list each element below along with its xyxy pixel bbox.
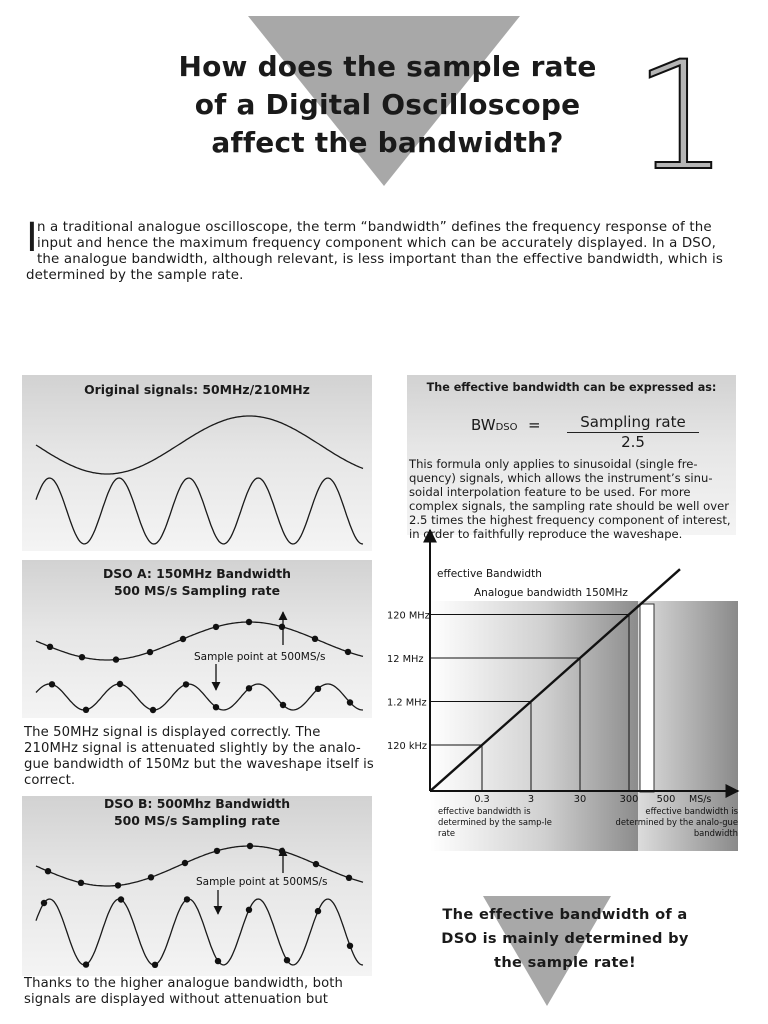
formula-heading: The effective bandwidth can be expressed as: (426, 381, 717, 394)
sample-point-a-high-4 (183, 681, 189, 687)
sample-point-a-low-8 (312, 636, 318, 642)
formula-lhs-subscript: DSO (495, 422, 518, 433)
chart-x-tick-label-2: 30 (573, 794, 587, 805)
chart-analogue-note-wrap (598, 806, 738, 846)
sample-point-a-high-9 (347, 699, 353, 705)
conclusion-line-2: DSO is mainly determined by (441, 930, 689, 947)
conclusion-line-1: The effective bandwidth of a (442, 906, 688, 923)
chart-x-tick-label-1: 3 (527, 794, 535, 805)
chapter-number-text: 1 (633, 30, 729, 204)
chart-y-axis-label: effective Bandwidth (437, 568, 542, 580)
dso-b-title-line-2: 500 MS/s Sampling rate (113, 813, 280, 828)
chart-analogue-bandwidth-label: Analogue bandwidth 150MHz (474, 587, 628, 599)
chart-y-tick-label-3: 120 MHz (387, 610, 430, 622)
sample-point-a-low-0 (47, 644, 53, 650)
sample-point-b-low-6 (247, 843, 253, 849)
page-title-line-3: affect the bandwidth? (211, 126, 564, 159)
sample-point-b-high-6 (246, 907, 252, 913)
formula-numerator: Sampling rate (580, 413, 686, 431)
formula-lhs-main: BW (471, 416, 496, 434)
conclusion-line-3: the sample rate! (494, 954, 636, 971)
conclusion (430, 903, 700, 975)
formula-note: This formula only applies to sinusoidal (single fre-quency) signals, which allows the instrument’s sinu-soidal interpolation feature to be used. For more complex signals, the sampling rate should be well over 2.5 times the highest frequency component of interest, in order to faithfully reproduce the waveshape. (409, 457, 731, 541)
sample-point-a-low-1 (79, 654, 85, 660)
sample-point-a-high-2 (117, 681, 123, 687)
dso-a-title-line-1: DSO A: 150MHz Bandwidth (102, 566, 292, 581)
sample-point-a-high-8 (315, 686, 321, 692)
sample-point-b-low-0 (45, 868, 51, 874)
formula-equals: = (528, 416, 541, 434)
dso-b-title-line-1: DSO B: 500Mhz Bandwidth (103, 796, 291, 811)
sample-point-b-high-7 (284, 957, 290, 963)
sample-point-a-low-5 (213, 624, 219, 630)
formula-denominator: 2.5 (621, 433, 645, 451)
sample-point-b-high-8 (315, 908, 321, 914)
dso-a-sample-point-label: Sample point at 500MS/s (194, 651, 326, 663)
chart-y-tick-label-1: 1.2 MHz (387, 697, 427, 709)
sample-point-b-low-2 (115, 882, 121, 888)
chart-x-tick-label-3: 300 (619, 794, 639, 805)
sample-point-b-low-4 (182, 860, 188, 866)
chart-x-axis-label: MS/s (689, 794, 712, 805)
original-signals-title: Original signals: 50MHz/210MHz (84, 382, 310, 397)
waveform-b-high (36, 899, 363, 965)
chart-x-tick-label-4: 500 (656, 794, 676, 805)
sample-point-a-high-6 (246, 685, 252, 691)
waveform-orig-high (36, 478, 363, 544)
dso-a-title-line-2: 500 MS/s Sampling rate (113, 583, 280, 598)
sample-point-a-low-4 (180, 636, 186, 642)
sample-point-b-low-8 (313, 861, 319, 867)
sample-point-b-high-9 (347, 943, 353, 949)
sample-point-a-low-3 (147, 649, 153, 655)
sample-point-b-high-2 (118, 896, 124, 902)
sample-point-b-low-3 (148, 874, 154, 880)
dso-a-caption: The 50MHz signal is displayed correctly. The 210MHz signal is attenuated slightly by the analo-gue bandwidth of 150Mz but the waveshape itself is correct. (24, 725, 374, 788)
chart-y-tick-label-0: 120 kHz (387, 741, 427, 752)
sample-point-a-low-9 (345, 649, 351, 655)
sample-point-b-high-5 (215, 958, 221, 964)
sample-point-b-high-1 (83, 961, 89, 967)
dso-b-sample-point-label: Sample point at 500MS/s (196, 876, 328, 888)
page-title-line-1: How does the sample rate (178, 50, 597, 83)
waveform-a-high (36, 684, 363, 710)
sample-point-a-low-2 (113, 656, 119, 662)
drop-cap: I (26, 215, 38, 261)
sample-point-b-low-1 (78, 880, 84, 886)
intro-text: n a traditional analogue oscilloscope, the term “bandwidth” defines the frequency response of the input and hence the maximum frequency component which can be accurately displayed. In a DSO, the analogue bandwidth, although relevant, is less important than the effective bandwidth, which is determined by the sample rate. (26, 220, 724, 283)
chart-analogue-bandwidth-strip (640, 604, 654, 792)
sample-point-a-high-0 (49, 681, 55, 687)
dso-b-caption: Thanks to the higher analogue bandwidth, both signals are displayed without attenuation but (24, 976, 343, 1007)
sample-point-b-low-5 (214, 848, 220, 854)
sample-point-b-high-4 (184, 896, 190, 902)
sample-point-a-high-7 (280, 702, 286, 708)
sample-point-b-high-0 (41, 900, 47, 906)
sample-point-a-high-5 (213, 704, 219, 710)
chart-sample-rate-note: effective bandwidth is determined by the samp-le rate (438, 806, 552, 838)
chart-sample-rate-note-wrap (438, 806, 570, 846)
chart-y-tick-label-2: 12 MHz (387, 654, 424, 665)
sample-point-b-low-7 (279, 848, 285, 854)
sample-point-b-high-3 (152, 962, 158, 968)
sample-point-a-low-7 (279, 624, 285, 630)
sample-point-a-high-1 (83, 707, 89, 713)
sample-point-a-low-6 (246, 619, 252, 625)
chart-analogue-note: effective bandwidth is determined by the analo-gue bandwidth (615, 806, 738, 838)
sample-point-b-low-9 (346, 875, 352, 881)
waveform-orig-low (36, 416, 363, 474)
page-title-line-2: of a Digital Oscilloscope (194, 88, 581, 121)
sample-point-a-high-3 (150, 707, 156, 713)
chart-x-tick-label-0: 0.3 (474, 794, 490, 805)
